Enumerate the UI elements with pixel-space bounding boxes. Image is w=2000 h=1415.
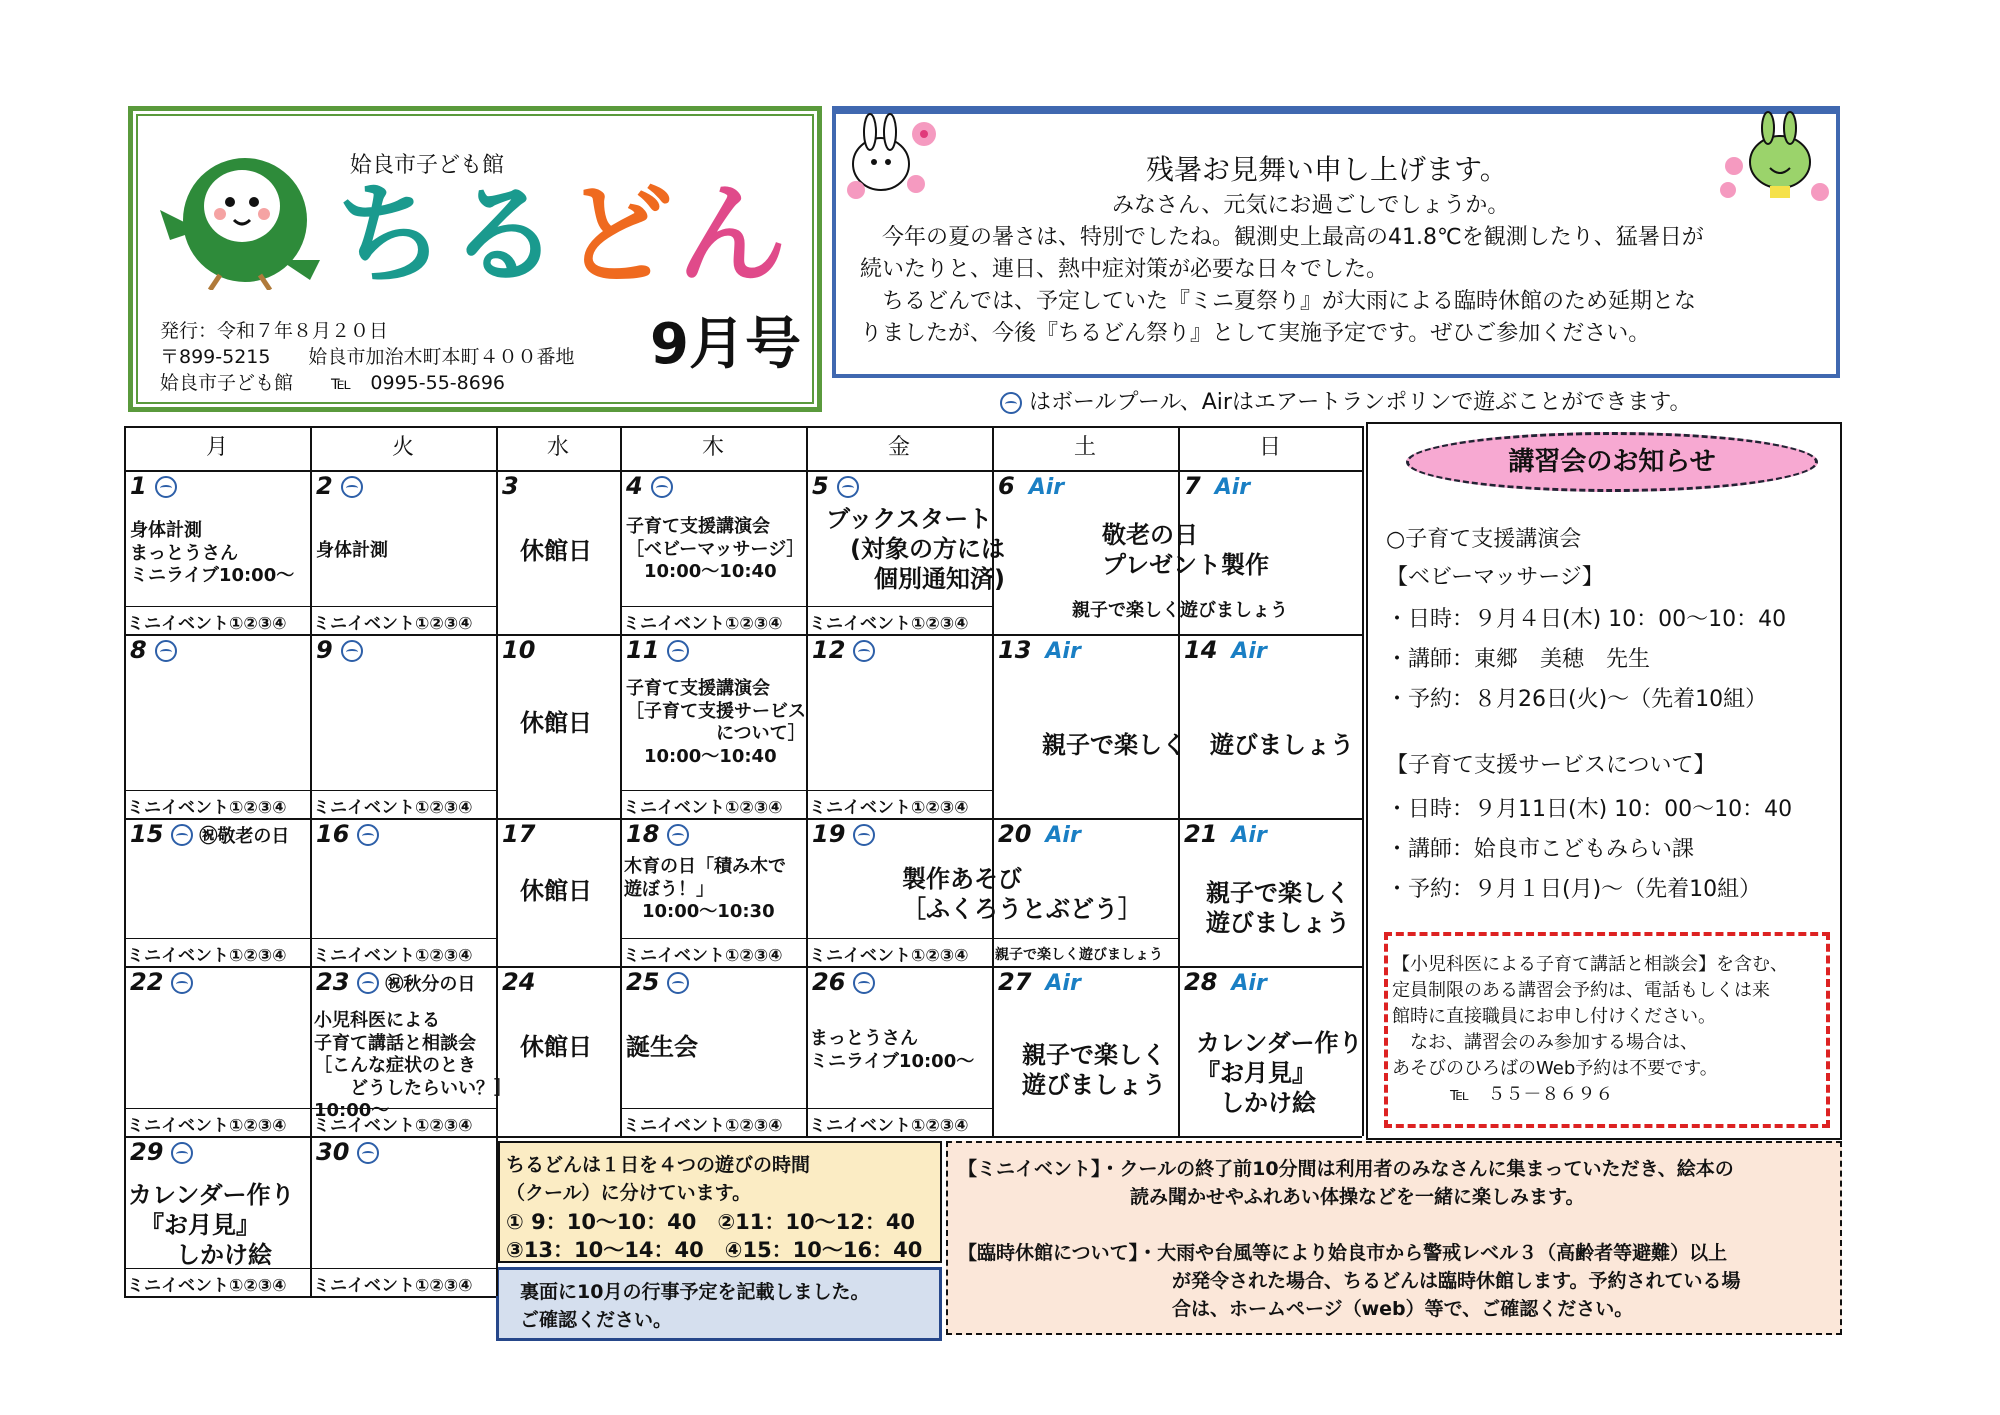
air-trampoline-label: Air xyxy=(1028,475,1065,500)
calendar-date xyxy=(130,636,177,664)
reservation-line: なお、講習会のみ参加する場合は、 xyxy=(1392,1032,1698,1053)
date-number: 13 xyxy=(998,636,1032,664)
mini-event-separator xyxy=(620,1108,806,1109)
info-line: 合は、ホームページ（web）等で、ご確認ください。 xyxy=(1172,1298,1634,1320)
calendar-date xyxy=(812,820,875,848)
reservation-phone: ℡ ５５－８６９６ xyxy=(1432,1084,1614,1105)
green-rabbit-flower-icon xyxy=(1716,110,1834,206)
mini-event-label: ミニイベント①②③④ xyxy=(313,1276,473,1296)
mini-event-separator xyxy=(310,1268,496,1269)
date-number: 16 xyxy=(316,820,350,848)
calendar-date xyxy=(998,636,1081,664)
ball-pool-icon xyxy=(853,640,875,662)
schedule-line: （クール）に分けています。 xyxy=(506,1182,752,1204)
mini-event-label: ミニイベント①②③④ xyxy=(809,946,969,966)
mini-event-separator xyxy=(806,1108,992,1109)
logo-char: ち xyxy=(335,171,449,299)
calendar-event: 親子で楽しく遊びましょう xyxy=(1072,600,1288,621)
date-number: 3 xyxy=(502,472,519,500)
publisher-name: 姶良市子ども館 xyxy=(350,153,505,178)
mini-event-separator xyxy=(310,606,496,607)
air-trampoline-label: Air xyxy=(1045,639,1081,664)
notice-line: 【子育て支援サービスについて】 xyxy=(1386,753,1716,778)
logo-char: ん xyxy=(677,171,791,299)
ball-pool-icon xyxy=(667,972,689,994)
calendar-date xyxy=(502,472,519,500)
date-number: 20 xyxy=(998,820,1032,848)
date-number: 4 xyxy=(626,472,643,500)
date-number: 7 xyxy=(1184,472,1201,500)
mini-event-separator xyxy=(620,938,806,939)
calendar-date xyxy=(316,968,475,996)
schedule-line: ちるどんは１日を４つの遊びの時間 xyxy=(506,1154,811,1176)
info-line: 【ミニイベント】・クールの終了前10分間は利用者のみなさんに集まっていただき、絵本の xyxy=(958,1158,1734,1180)
calendar-col-line xyxy=(620,426,622,1136)
calendar-event: 親子で楽しく 遊びましょう xyxy=(1022,1041,1166,1099)
weekday-header: 火 xyxy=(391,435,414,460)
calendar-date xyxy=(812,472,859,500)
calendar-event: カレンダー作り 『お月見』 しかけ絵 xyxy=(1196,1029,1363,1117)
mini-event-label: ミニイベント①②③④ xyxy=(127,1276,287,1296)
mini-event-separator xyxy=(124,790,310,791)
ball-pool-icon xyxy=(341,476,363,498)
date-number: 19 xyxy=(812,820,846,848)
date-number: 18 xyxy=(626,820,660,848)
date-number: 15 xyxy=(130,820,164,848)
calendar-event: 休館日 xyxy=(520,877,592,905)
calendar-event: ブックスタート (対象の方には 個別通知済) xyxy=(826,505,1005,593)
mini-event-label: 親子で楽しく遊びましょう xyxy=(995,947,1163,963)
greeting-line: りましたが、今後『ちるどん祭り』として実施予定です。ぜひご参加ください。 xyxy=(860,321,1651,346)
greeting-line: 今年の夏の暑さは、特別でしたね。観測史上最高の41.8℃を観測したり、猛暑日が xyxy=(860,225,1704,250)
mini-event-separator xyxy=(806,606,992,607)
calendar-event: 木育の日「積み木で 遊ぼう！」 10:00～10:30 xyxy=(624,856,786,922)
mini-event-label: ミニイベント①②③④ xyxy=(623,614,783,634)
date-number: 27 xyxy=(998,968,1032,996)
date-number: 11 xyxy=(626,636,660,664)
date-number: 12 xyxy=(812,636,846,664)
back-page-line: 裏面に10月の行事予定を記載しました。 xyxy=(520,1281,870,1303)
ball-pool-icon xyxy=(171,1142,193,1164)
notice-line: ・日時：９月11日(木) 10：00～10：40 xyxy=(1386,797,1793,822)
calendar-date xyxy=(1184,968,1267,996)
info-line: 【臨時休館について】・大雨や台風等により姶良市から警戒レベル３（高齢者等避難）以上 xyxy=(958,1242,1728,1264)
calendar-date xyxy=(1184,820,1267,848)
calendar-event: 休館日 xyxy=(520,537,592,565)
calendar-date xyxy=(130,1138,193,1166)
calendar-date xyxy=(998,968,1081,996)
calendar-event: 子育て支援講演会 ［ベビーマッサージ］ 10:00～10:40 xyxy=(626,516,805,582)
mini-event-label: ミニイベント①②③④ xyxy=(809,1116,969,1136)
mini-event-separator xyxy=(124,1108,310,1109)
schedule-line: ① 9：10～10：40 ②11：10～12：40 xyxy=(506,1210,916,1234)
mini-event-separator xyxy=(310,790,496,791)
notice-line: ・予約：８月26日(火)～（先着10組） xyxy=(1386,687,1768,712)
date-number: 29 xyxy=(130,1138,164,1166)
weekday-header: 木 xyxy=(701,435,724,460)
calendar-col-line xyxy=(310,426,312,1296)
calendar-event: 敬老の日 プレゼント製作 xyxy=(1102,521,1270,579)
calendar-date xyxy=(998,820,1081,848)
air-trampoline-label: Air xyxy=(1231,823,1267,848)
notice-line: ○子育て支援講演会 xyxy=(1386,527,1582,552)
date-number: 10 xyxy=(502,636,536,664)
mini-event-label: ミニイベント①②③④ xyxy=(127,798,287,818)
calendar-event: 製作あそび ［ふくろうとぶどう］ xyxy=(902,865,1142,923)
calendar-date xyxy=(130,820,289,848)
date-number: 14 xyxy=(1184,636,1218,664)
notice-line: ・講師：姶良市こどもみらい課 xyxy=(1386,837,1695,862)
mini-event-label: ミニイベント①②③④ xyxy=(623,946,783,966)
info-line: が発令された場合、ちるどんは臨時休館します。予約されている場 xyxy=(1172,1270,1741,1292)
schedule-line: ③13：10～14：40 ④15：10～16：40 xyxy=(506,1238,923,1262)
ball-pool-icon xyxy=(155,640,177,662)
calendar-event: まっとうさん ミニライブ10:00～ xyxy=(810,1028,975,1072)
weekday-header: 金 xyxy=(887,435,910,460)
mini-event-separator xyxy=(620,606,806,607)
weekday-header: 日 xyxy=(1258,435,1281,460)
ball-pool-icon xyxy=(667,640,689,662)
mini-event-separator xyxy=(806,938,992,939)
mini-event-label: ミニイベント①②③④ xyxy=(127,1116,287,1136)
calendar-event: 親子で楽しく 遊びましょう xyxy=(1206,879,1350,937)
air-trampoline-label: Air xyxy=(1045,823,1081,848)
ball-air-note-text: はボールプール、Airはエアートランポリンで遊ぶことができます。 xyxy=(1029,390,1692,415)
rabbit-flower-icon xyxy=(836,112,946,202)
logo-chirudon xyxy=(335,171,791,299)
calendar-date xyxy=(626,636,689,664)
calendar-event: 身体計測 まっとうさん ミニライブ10:00～ xyxy=(130,520,295,586)
calendar-date xyxy=(1184,472,1250,500)
calendar-col-line xyxy=(496,426,498,1296)
notice-title: 講習会のお知らせ xyxy=(1406,432,1818,492)
calendar-date xyxy=(1184,636,1267,664)
calendar-col-line xyxy=(806,426,808,1136)
date-number: 28 xyxy=(1184,968,1218,996)
date-number: 6 xyxy=(998,472,1015,500)
calendar-event: 親子で楽しく 遊びましょう xyxy=(1042,731,1354,759)
org-phone: 姶良市子ども館 ℡ 0995-55-8696 xyxy=(160,372,506,394)
mini-event-label: ミニイベント①②③④ xyxy=(127,946,287,966)
ball-pool-icon xyxy=(1000,392,1022,414)
date-number: 21 xyxy=(1184,820,1218,848)
notice-line: ・講師：東郷 美穂 先生 xyxy=(1386,647,1651,672)
mini-event-label: ミニイベント①②③④ xyxy=(313,798,473,818)
calendar-date xyxy=(316,636,363,664)
ball-pool-icon xyxy=(171,824,193,846)
logo-char: ど xyxy=(563,171,677,299)
weekday-header: 水 xyxy=(546,435,569,460)
mini-event-label: ミニイベント①②③④ xyxy=(809,798,969,818)
ball-pool-icon xyxy=(357,972,379,994)
calendar-date xyxy=(130,968,193,996)
date-number: 17 xyxy=(502,820,536,848)
mini-event-label: ミニイベント①②③④ xyxy=(623,1116,783,1136)
ball-pool-icon xyxy=(357,1142,379,1164)
address: 〒899-5215 姶良市加治木町本町４００番地 xyxy=(160,346,575,368)
calendar-date xyxy=(316,472,363,500)
date-number: 8 xyxy=(130,636,147,664)
notice-line: 【ベビーマッサージ】 xyxy=(1386,565,1604,590)
greeting-line: ちるどんでは、予定していた『ミニ夏祭り』が大雨による臨時休館のため延期とな xyxy=(860,289,1697,314)
reservation-line: 【小児科医による子育て講話と相談会】を含む、 xyxy=(1392,954,1788,975)
mini-event-label: ミニイベント①②③④ xyxy=(809,614,969,634)
ball-air-note xyxy=(1000,385,1692,416)
ball-pool-icon xyxy=(171,972,193,994)
date-number: 25 xyxy=(626,968,660,996)
date-number: 30 xyxy=(316,1138,350,1166)
date-number: 9 xyxy=(316,636,333,664)
mascot-bird-icon xyxy=(150,140,340,290)
weekday-header: 土 xyxy=(1073,435,1096,460)
calendar-event: 休館日 xyxy=(520,709,592,737)
reservation-line: 館時に直接職員にお申し付けください。 xyxy=(1392,1006,1716,1027)
ball-pool-icon xyxy=(651,476,673,498)
calendar-date xyxy=(812,968,875,996)
calendar-date xyxy=(316,1138,379,1166)
calendar-event: 小児科医による 子育て講話と相談会 ［こんな症状のとき どうしたらいい？］ 10:00～ xyxy=(314,1010,512,1121)
mini-event-label: ミニイベント①②③④ xyxy=(313,614,473,634)
ball-pool-icon xyxy=(667,824,689,846)
calendar-date xyxy=(626,968,689,996)
calendar-date xyxy=(502,636,535,664)
date-number: 24 xyxy=(502,968,536,996)
date-number: 5 xyxy=(812,472,829,500)
calendar-event: 子育て支援講演会 ［子育て支援サービス について］ 10:00～10:40 xyxy=(626,678,806,767)
calendar-date xyxy=(626,820,689,848)
air-trampoline-label: Air xyxy=(1231,971,1267,996)
air-trampoline-label: Air xyxy=(1045,971,1081,996)
mini-event-label: ミニイベント①②③④ xyxy=(313,1116,473,1136)
greeting-line: 続いたりと、連日、熱中症対策が必要な日々でした。 xyxy=(860,257,1389,282)
info-line: 読み聞かせやふれあい体操などを一緒に楽しみます。 xyxy=(1130,1186,1585,1208)
reservation-line: 定員制限のある講習会予約は、電話もしくは来 xyxy=(1392,980,1770,1001)
date-number: 22 xyxy=(130,968,164,996)
date-number: 2 xyxy=(316,472,333,500)
date-number: 23 xyxy=(316,968,350,996)
logo-char: る xyxy=(449,171,563,299)
air-trampoline-label: Air xyxy=(1231,639,1267,664)
calendar-event: 身体計測 xyxy=(316,540,388,561)
mini-event-separator xyxy=(124,938,310,939)
ball-pool-icon xyxy=(357,824,379,846)
mini-event-separator xyxy=(620,790,806,791)
calendar-event: 休館日 xyxy=(520,1033,592,1061)
calendar-date xyxy=(502,968,535,996)
mini-event-separator xyxy=(992,938,1178,939)
reservation-line: あそびのひろばのWeb予約は不要です。 xyxy=(1392,1058,1718,1079)
date-number: 26 xyxy=(812,968,846,996)
mini-event-label: ミニイベント①②③④ xyxy=(623,798,783,818)
mini-event-label: ミニイベント①②③④ xyxy=(127,614,287,634)
calendar-date xyxy=(316,820,379,848)
mini-event-label: ミニイベント①②③④ xyxy=(313,946,473,966)
holiday-label: ㊗秋分の日 xyxy=(385,974,476,995)
calendar-date xyxy=(130,472,177,500)
mini-event-separator xyxy=(310,938,496,939)
ball-pool-icon xyxy=(853,972,875,994)
calendar-col-line xyxy=(124,426,126,1296)
ball-pool-icon xyxy=(341,640,363,662)
calendar-row-line xyxy=(124,1296,496,1298)
date-number: 1 xyxy=(130,472,147,500)
weekday-header: 月 xyxy=(205,435,228,460)
calendar-event: カレンダー作り 『お月見』 しかけ絵 xyxy=(128,1181,295,1269)
calendar-date xyxy=(626,472,673,500)
calendar-date xyxy=(502,820,535,848)
calendar-date xyxy=(998,472,1064,500)
calendar-date xyxy=(812,636,875,664)
notice-line: ・予約：９月１日(月)～（先着10組） xyxy=(1386,877,1762,902)
mini-event-separator xyxy=(806,790,992,791)
back-page-line: ご確認ください。 xyxy=(520,1309,673,1331)
ball-pool-icon xyxy=(837,476,859,498)
calendar-event: 誕生会 xyxy=(626,1033,698,1061)
issue-label: 9月号 xyxy=(650,312,801,377)
ball-pool-icon xyxy=(853,824,875,846)
publish-date: 発行：令和７年８月２０日 xyxy=(160,320,389,342)
greeting-title: 残暑お見舞い申し上げます。 xyxy=(1146,153,1508,186)
notice-line: ・日時：９月４日(木) 10：00～10：40 xyxy=(1386,607,1787,632)
holiday-label: ㊗敬老の日 xyxy=(199,826,290,847)
air-trampoline-label: Air xyxy=(1214,475,1251,500)
greeting-line: みなさん、元気にお過ごしでしょうか。 xyxy=(1112,193,1510,218)
ball-pool-icon xyxy=(155,476,177,498)
mini-event-separator xyxy=(124,606,310,607)
